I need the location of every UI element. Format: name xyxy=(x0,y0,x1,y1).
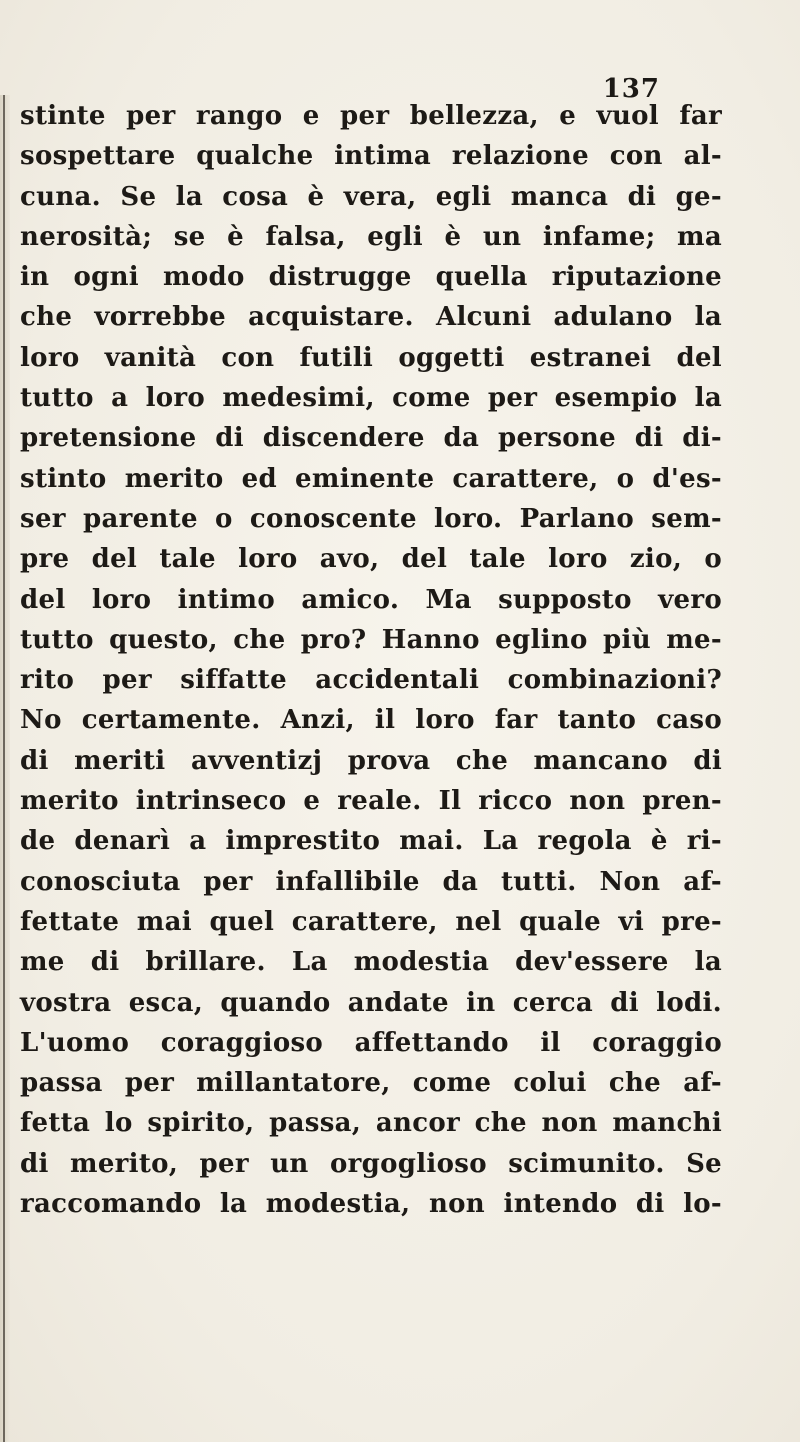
text-line: loro vanità con futili oggetti estranei del xyxy=(20,342,722,373)
text-line: fettate mai quel carattere, nel quale vi pre- xyxy=(20,906,722,937)
text-line: vostra esca, quando andate in cerca di lodi. xyxy=(20,987,722,1018)
text-line: che vorrebbe acquistare. Alcuni adulano la xyxy=(20,302,722,333)
page-binding-edge xyxy=(3,95,5,1442)
text-line: No certamente. Anzi, il loro far tanto caso xyxy=(20,705,722,736)
text-line: fetta lo spirito, passa, ancor che non manchi xyxy=(20,1108,722,1139)
text-line: L'uomo coraggioso affettando il coraggio xyxy=(20,1027,722,1058)
page-number: 137 xyxy=(602,74,660,104)
text-line: in ogni modo distrugge quella riputazione xyxy=(20,262,722,293)
text-line: tutto questo, che pro? Hanno eglino più me- xyxy=(20,624,722,655)
text-line: raccomando la modestia, non intendo di lo- xyxy=(20,1189,722,1220)
text-line: conosciuta per infallibile da tutti. Non af- xyxy=(20,866,722,897)
text-line: merito intrinseco e reale. Il ricco non pren- xyxy=(20,786,722,817)
text-line: de denarì a imprestito mai. La regola è ri- xyxy=(20,826,722,857)
text-line: sospettare qualche intima relazione con al- xyxy=(20,141,722,172)
text-line: rito per siffatte accidentali combinazioni? xyxy=(20,665,722,696)
text-line: pre del tale loro avo, del tale loro zio, o xyxy=(20,544,722,575)
text-line: stinte per rango e per bellezza, e vuol far xyxy=(20,101,722,131)
text-line: cuna. Se la cosa è vera, egli manca di ge- xyxy=(20,181,722,212)
text-line: di merito, per un orgoglioso scimunito. Se xyxy=(20,1148,722,1179)
text-line: tutto a loro medesimi, come per esempio la xyxy=(20,383,722,414)
text-line: me di brillare. La modestia dev'essere la xyxy=(20,947,722,978)
text-line: del loro intimo amico. Ma supposto vero xyxy=(20,584,722,615)
body-text xyxy=(8,96,778,1224)
text-line: pretensione di discendere da persone di di- xyxy=(20,423,722,454)
text-line: di meriti avventizj prova che mancano di xyxy=(20,745,722,776)
text-line: ser parente o conoscente loro. Parlano sem- xyxy=(20,503,722,534)
text-line: passa per millantatore, come colui che af- xyxy=(20,1068,722,1099)
text-line: nerosità; se è falsa, egli è un infame; ma xyxy=(20,221,722,252)
text-line: stinto merito ed eminente carattere, o d'es- xyxy=(20,463,722,494)
